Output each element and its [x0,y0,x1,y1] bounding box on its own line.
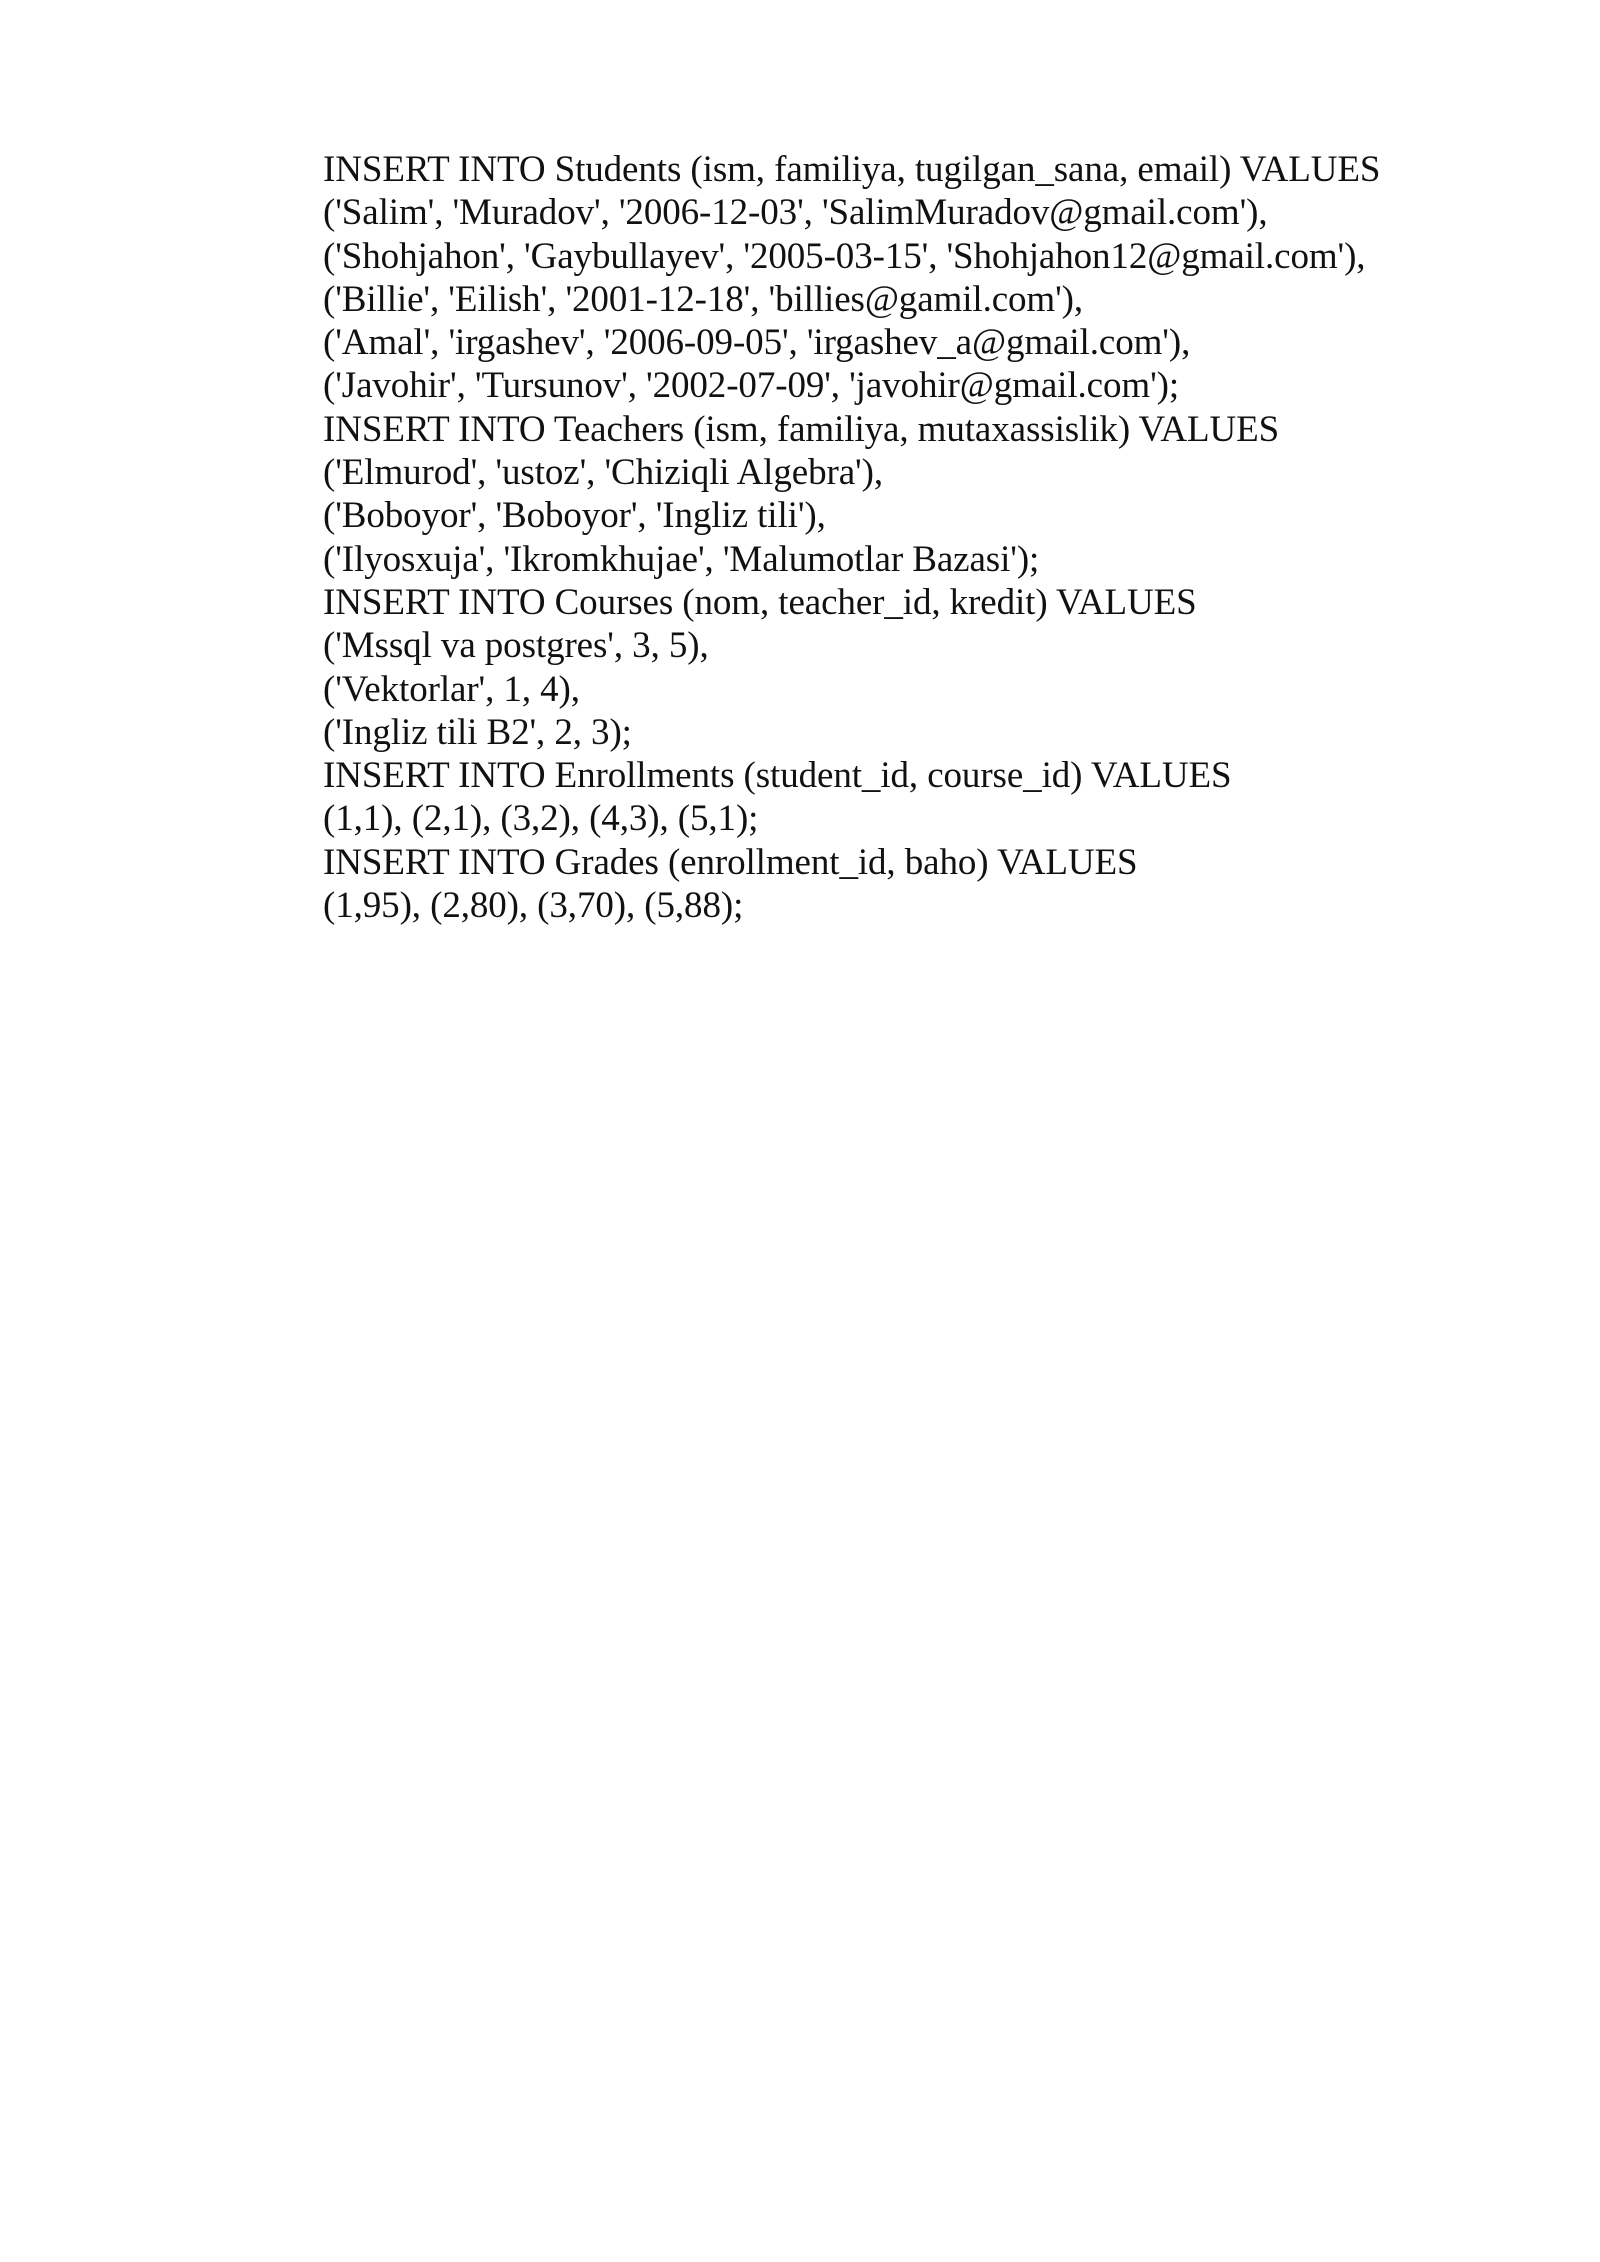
sql-line-students-insert: INSERT INTO Students (ism, familiya, tugilgan_sana, email) VALUES [323,149,1381,190]
sql-line-course-vektorlar: ('Vektorlar', 1, 4), [323,668,580,710]
sql-line-student-salim: ('Salim', 'Muradov', '2006-12-03', 'SalimMuradov@gmail.com'), [323,192,1268,234]
sql-line-student-billie: ('Billie', 'Eilish', '2001-12-18', 'billies@gamil.com'), [323,278,1084,320]
sql-line-teacher-ilyosxuja: ('Ilyosxuja', 'Ikromkhujae', 'Malumotlar Bazasi'); [323,538,1040,580]
sql-line-teachers-insert: INSERT INTO Teachers (ism, familiya, mutaxassislik) VALUES [323,408,1280,450]
sql-line-student-shohjahon: ('Shohjahon', 'Gaybullayev', '2005-03-15', 'Shohjahon12@gmail.com'), [323,235,1366,277]
sql-line-student-amal: ('Amal', 'irgashev', '2006-09-05', 'irgashev_a@gmail.com'), [323,322,1191,364]
sql-line-student-javohir: ('Javohir', 'Tursunov', '2002-07-09', 'javohir@gmail.com'); [323,365,1180,407]
sql-text-block [323,148,1473,927]
sql-line-teacher-boboyor: ('Boboyor', 'Boboyor', 'Ingliz tili'), [323,495,826,537]
sql-line-grades-values: (1,95), (2,80), (3,70), (5,88); [323,885,744,927]
sql-line-enrollments-insert: INSERT INTO Enrollments (student_id, course_id) VALUES [323,755,1232,797]
sql-line-teacher-elmurod: ('Elmurod', 'ustoz', 'Chiziqli Algebra'), [323,452,883,494]
sql-line-courses-insert: INSERT INTO Courses (nom, teacher_id, kredit) VALUES [323,581,1197,623]
sql-line-enrollments-values: (1,1), (2,1), (3,2), (4,3), (5,1); [323,798,759,840]
sql-line-grades-insert: INSERT INTO Grades (enrollment_id, baho) VALUES [323,841,1138,883]
sql-line-course-mssql: ('Mssql va postgres', 3, 5), [323,625,709,667]
sql-line-course-ingliz: ('Ingliz tili B2', 2, 3); [323,711,632,753]
